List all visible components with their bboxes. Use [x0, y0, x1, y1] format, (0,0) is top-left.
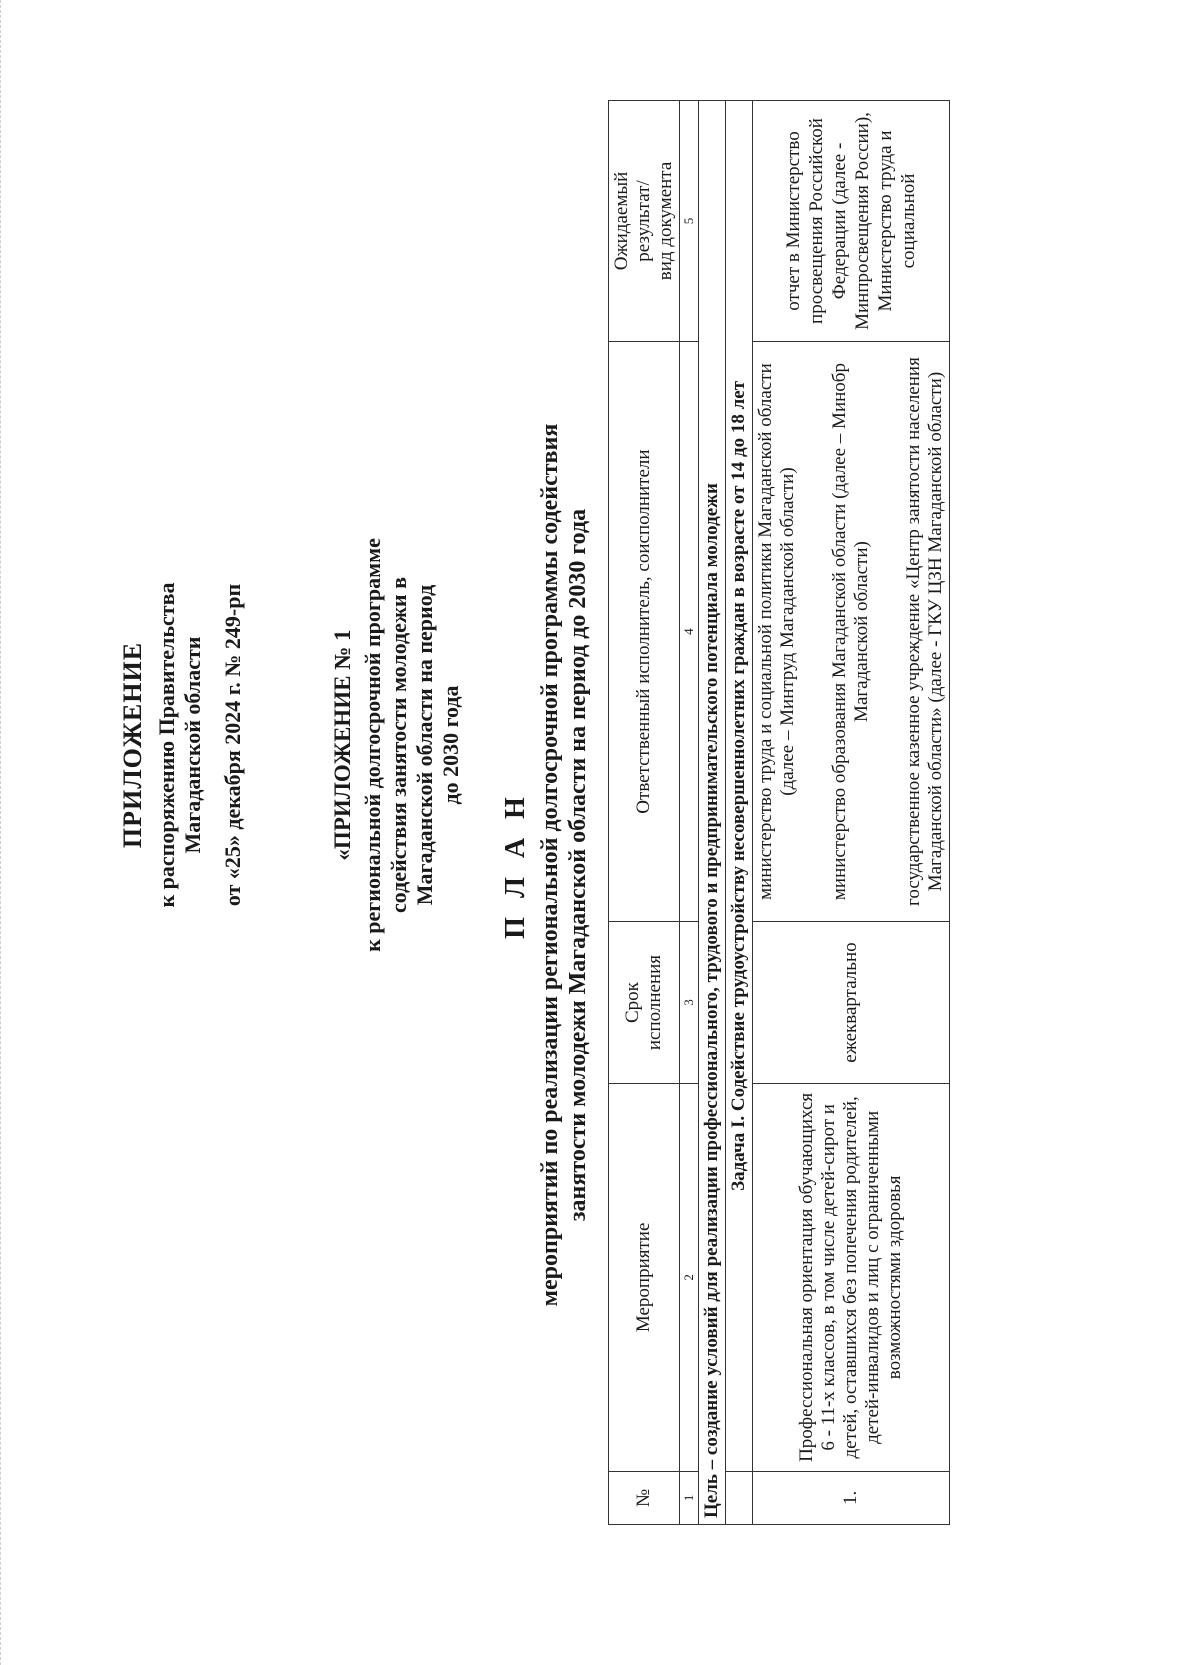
task-text: Задача I. Содействие трудоустройству несовершеннолетних граждан в возрасте от 14 до 18 лет — [726, 101, 753, 1472]
appendix-line1: к распоряжению Правительства — [154, 582, 179, 908]
responsible-3: государственное казенное учреждение «Центр занятости населения Магаданской области» (далее - ГКУ ЦЗН Магаданской области) — [903, 357, 946, 906]
column-number: 4 — [680, 341, 699, 921]
plan-title: П Л А Н — [500, 791, 531, 939]
row-responsible — [753, 341, 950, 921]
responsible-1: министерство труда и социальной политики Магаданской области (далее – Минтруд Магаданской области) — [755, 363, 798, 900]
task-spacer — [726, 1471, 753, 1524]
header-result-line2: результат/ — [633, 180, 654, 262]
column-number: 5 — [680, 101, 699, 342]
appendix-original-line3: Магаданской области на период — [412, 584, 437, 906]
header-deadline — [609, 922, 680, 1084]
appendix-original-title: «ПРИЛОЖЕНИЕ № 1 — [330, 629, 355, 861]
goal-text: Цель – создание условий для реализации профессионального, трудового и предпринимательского потенциала молодежи — [699, 101, 726, 1525]
appendix-title: ПРИЛОЖЕНИЕ — [118, 641, 147, 849]
appendix-original-line1: к региональной долгосрочной программе — [360, 538, 385, 952]
header-row — [609, 101, 680, 1525]
row-num: 1. — [753, 1471, 950, 1524]
goal-row — [699, 101, 726, 1525]
header-result — [609, 101, 680, 342]
appendix-original-line2: содействия занятости молодежи в — [386, 577, 411, 913]
header-responsible: Ответственный исполнитель, соисполнители — [609, 341, 680, 921]
header-event: Мероприятие — [609, 1083, 680, 1471]
plan-table — [608, 100, 950, 1525]
plan-subtitle-line1: мероприятий по реализации региональной долгосрочной программы содействия — [537, 423, 563, 1307]
plan-subtitle-line2: занятости молодежи Магаданской области на период до 2030 года — [565, 508, 591, 1222]
column-number: 1 — [680, 1471, 699, 1524]
appendix-header — [118, 485, 246, 1005]
column-number: 2 — [680, 1083, 699, 1471]
header-result-line1: Ожидаемый — [611, 171, 632, 271]
appendix-line2: Магаданской области — [180, 636, 205, 854]
column-number: 3 — [680, 922, 699, 1084]
table-row — [753, 101, 950, 1525]
header-deadline-line2: исполнения — [644, 954, 665, 1051]
row-deadline: ежеквартально — [753, 922, 950, 1084]
header-deadline-line1: Срок — [622, 982, 643, 1023]
appendix-original-header — [330, 435, 464, 1055]
header-num: № — [609, 1471, 680, 1524]
header-result-line3: вид документа — [655, 161, 676, 281]
responsible-2: министерство образования Магаданской области (далее – Минобр Магаданской области) — [829, 363, 872, 901]
column-number-row — [680, 101, 699, 1525]
row-event: Профессиональная ориентация обучающихся 6 - 11-х классов, в том числе детей-сирот и детей, оставшихся без попечения родителей, детей-инвалидов и лиц с ограниченными возможностями здоровья — [753, 1083, 950, 1471]
appendix-line3: от «25» декабря 2024 г. № 249-рп — [220, 583, 245, 907]
task-row — [726, 101, 753, 1525]
appendix-original-line4: до 2030 года — [438, 685, 463, 805]
row-result: отчет в Министерство просвещения Российской Федерации (далее - Минпросвещения России), Министерство труда и социальной — [753, 101, 950, 342]
plan-heading — [500, 315, 592, 1415]
scan-edge — [0, 0, 7, 1665]
